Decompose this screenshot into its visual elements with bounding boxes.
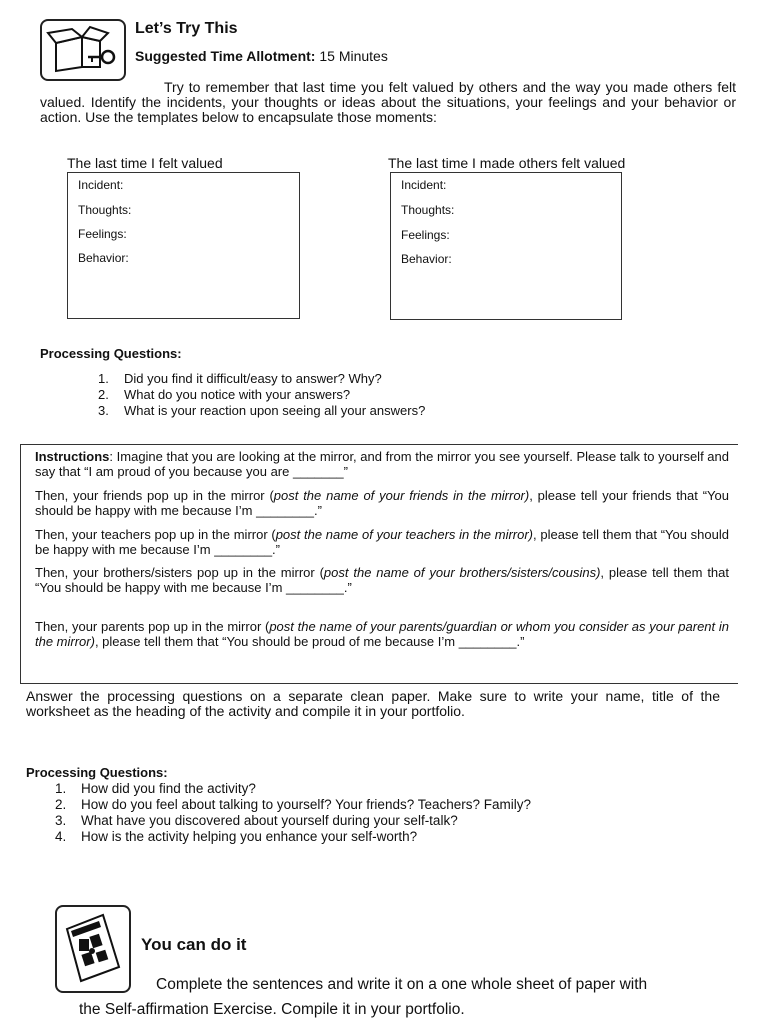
puzzle-paper-icon [55,905,131,993]
instructions-box [20,444,738,684]
answer-note: Answer the processing questions on a separate clean paper. Make sure to write your name, title of the worksheet as the heading of the activity and compile it in your portfolio. [26,688,720,719]
box-key-icon [40,19,126,81]
template-box-felt-valued[interactable] [67,172,300,319]
friends-paragraph: Then, your friends pop up in the mirror (post the name of your friends in the mirror), please tell your friends that “You should be happy with me because I’m ________.” [35,488,729,518]
time-allotment [135,48,388,64]
list-item: 2. How do you feel about talking to yourself? Your friends? Teachers? Family? [55,797,532,812]
list-item: 3. What have you discovered about yourself during your self-talk? [55,813,458,828]
template-field: Thoughts: [78,203,132,217]
template-field: Incident: [78,178,124,192]
template-field: Feelings: [401,228,450,242]
template-field: Thoughts: [401,203,455,217]
list-item: 1. How did you find the activity? [55,781,256,796]
processing-questions-title: Processing Questions: [40,346,182,361]
section-title: Let’s Try This [135,20,238,37]
template-box-made-others-valued[interactable] [390,172,622,320]
parents-paragraph: Then, your parents pop up in the mirror (post the name of your parents/guardian or whom you consider as your parent in the mirror), please tell them that “You should be proud of me because I’m ________.” [35,619,729,649]
instructions-paragraph: Instructions: Imagine that you are looking at the mirror, and from the mirror you see yourself. Please talk to yourself and say that “I am proud of you because you are _______” [35,449,729,479]
list-item: 3. What is your reaction upon seeing all your answers? [98,403,426,418]
processing-questions-list [98,371,658,419]
you-can-do-it-line2: the Self-affirmation Exercise. Compile it in your portfolio. [79,1001,465,1018]
list-item: 4. How is the activity helping you enhance your self-worth? [55,829,418,844]
time-allotment-value: 15 Minutes [319,48,388,64]
template-field: Behavior: [78,251,129,265]
time-allotment-label: Suggested Time Allotment: [135,48,316,64]
template-field: Incident: [401,178,447,192]
you-can-do-it-line1: Complete the sentences and write it on a one whole sheet of paper with [156,976,648,993]
list-item: 1. Did you find it difficult/easy to answer? Why? [98,371,382,386]
template-field: Behavior: [401,252,452,266]
siblings-paragraph: Then, your brothers/sisters pop up in the mirror (post the name of your brothers/sisters/cousins), please tell them that “You should be happy with me because I’m ________.” [35,565,730,595]
template-label-felt-valued: The last time I felt valued [67,155,223,171]
processing-questions-list [55,781,735,845]
template-label-made-others-valued: The last time I made others felt valued [388,155,626,171]
processing-questions-title: Processing Questions: [26,765,168,780]
list-item: 2. What do you notice with your answers? [98,387,351,402]
intro-paragraph: Try to remember that last time you felt valued by others and the way you made others felt valued. Identify the incidents, your thoughts or ideas about the situations, your feelings and your behavior or action. Use the templates below to encapsulate those moments: [40,79,736,125]
you-can-do-it-title: You can do it [141,935,247,954]
instructions-label: Instructions [35,449,110,464]
teachers-paragraph: Then, your teachers pop up in the mirror (post the name of your teachers in the mirror), please tell them that “You should be happy with me because I’m ________.” [35,527,729,557]
template-field: Feelings: [78,227,127,241]
